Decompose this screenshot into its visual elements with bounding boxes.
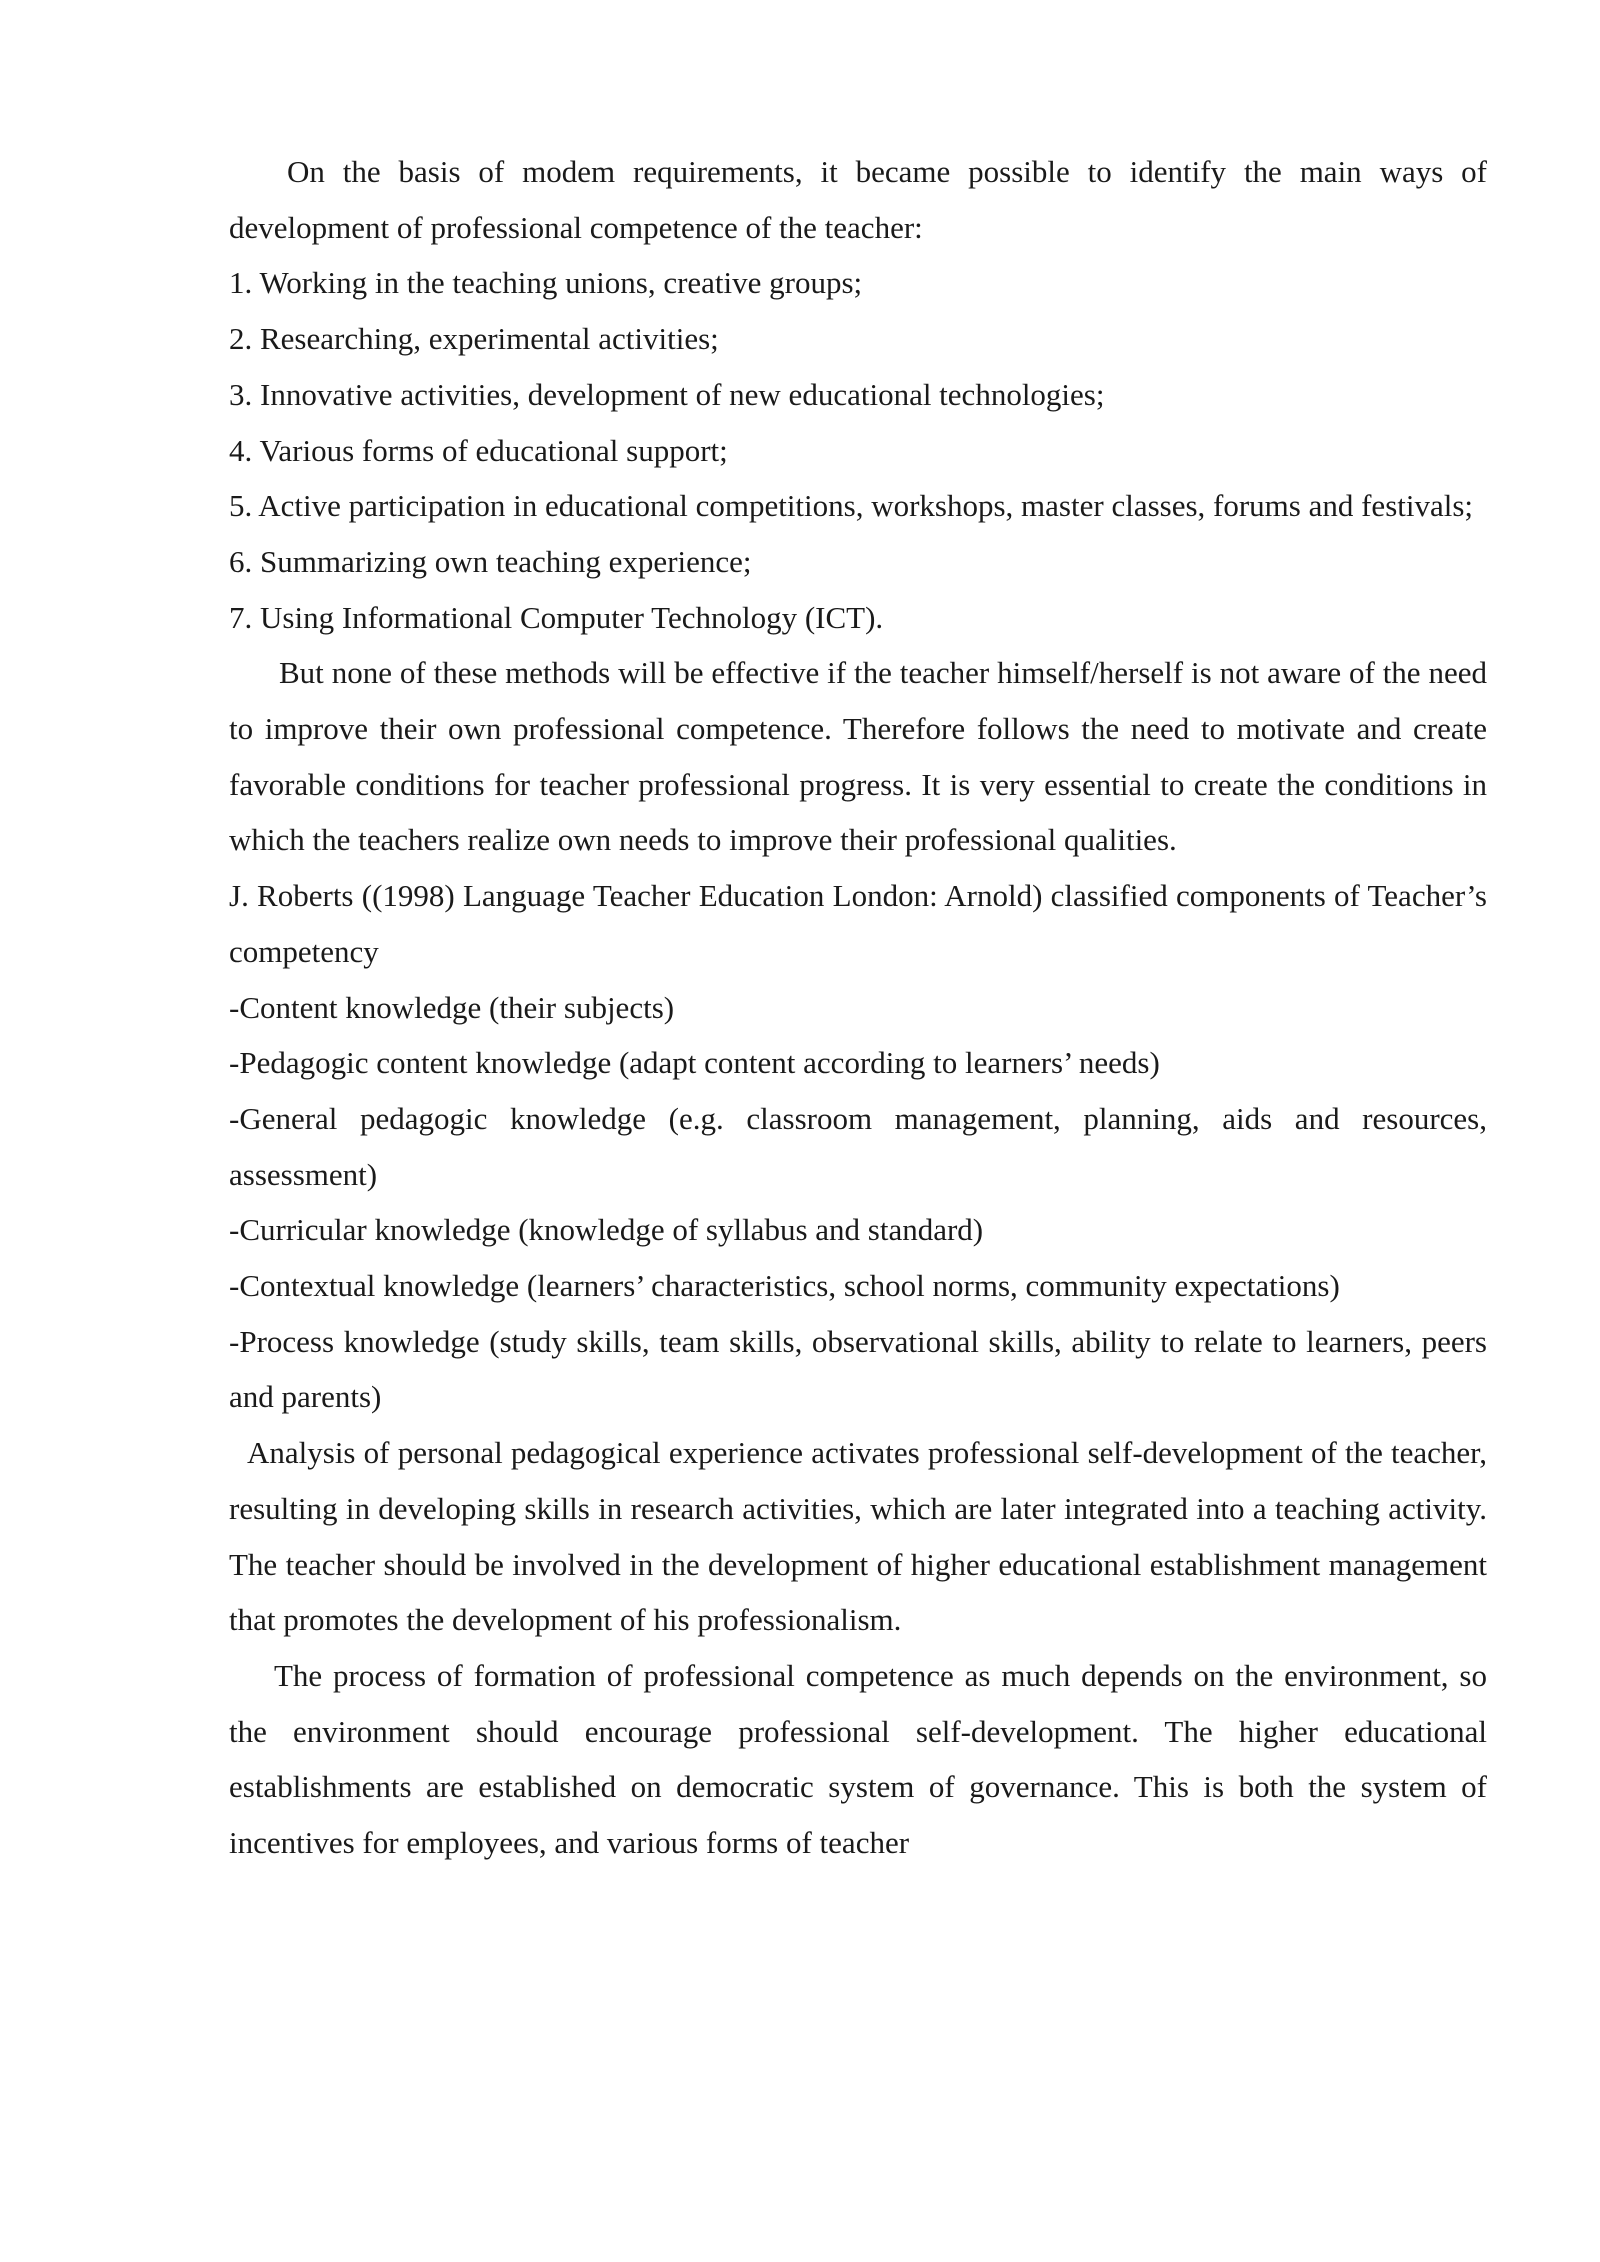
- list-item-3: 3. Innovative activities, development of new educational technologies;: [229, 376, 1105, 412]
- paragraph-intro: On the basis of modem requirements, it became possible to identify the main ways of development of professional competence of the teacher:: [229, 154, 1487, 245]
- component-general-pedagogic-knowledge: -General pedagogic knowledge (e.g. classroom management, planning, aids and resources, assessment): [229, 1100, 1487, 1192]
- component-curricular-knowledge: -Curricular knowledge (knowledge of syllabus and standard): [229, 1212, 984, 1248]
- list-item-6: 6. Summarizing own teaching experience;: [229, 543, 752, 579]
- list-item-5: 5. Active participation in educational competitions, workshops, master classes, forums and festivals;: [229, 488, 1474, 524]
- component-contextual-knowledge: -Contextual knowledge (learners’ characteristics, school norms, community expectations): [229, 1268, 1340, 1304]
- list-item-2: 2. Researching, experimental activities;: [229, 321, 719, 357]
- paragraph-analysis: Analysis of personal pedagogical experience activates professional self-development of the teacher, resulting in developing skills in research activities, which are later integrated into a teaching activity. The teacher should be involved in the development of higher educational establishment management that promotes the development of his professionalism.: [229, 1435, 1487, 1638]
- list-item-1: 1. Working in the teaching unions, creative groups;: [229, 265, 863, 301]
- paragraph-roberts: J. Roberts ((1998) Language Teacher Education London: Arnold) classified components of Teacher’s competency: [229, 878, 1487, 969]
- document-body: [229, 144, 1487, 1871]
- paragraph-awareness: But none of these methods will be effective if the teacher himself/herself is not aware of the need to improve their own professional competence. Therefore follows the need to motivate and create favorable conditions for teacher professional progress. It is very essential to create the conditions in which the teachers realize own needs to improve their professional qualities.: [229, 655, 1487, 858]
- list-item-4: 4. Various forms of educational support;: [229, 432, 728, 468]
- component-process-knowledge: -Process knowledge (study skills, team skills, observational skills, ability to relate to learners, peers and parents): [229, 1323, 1487, 1415]
- list-item-7: 7. Using Informational Computer Technology (ICT).: [229, 599, 884, 635]
- component-content-knowledge: -Content knowledge (their subjects): [229, 989, 675, 1025]
- paragraph-environment: The process of formation of professional competence as much depends on the environment, so the environment should encourage professional self-development. The higher educational establishments are established on democratic system of governance. This is both the system of incentives for employees, and various forms of teacher: [229, 1657, 1487, 1861]
- component-pedagogic-content-knowledge: -Pedagogic content knowledge (adapt content according to learners’ needs): [229, 1045, 1160, 1081]
